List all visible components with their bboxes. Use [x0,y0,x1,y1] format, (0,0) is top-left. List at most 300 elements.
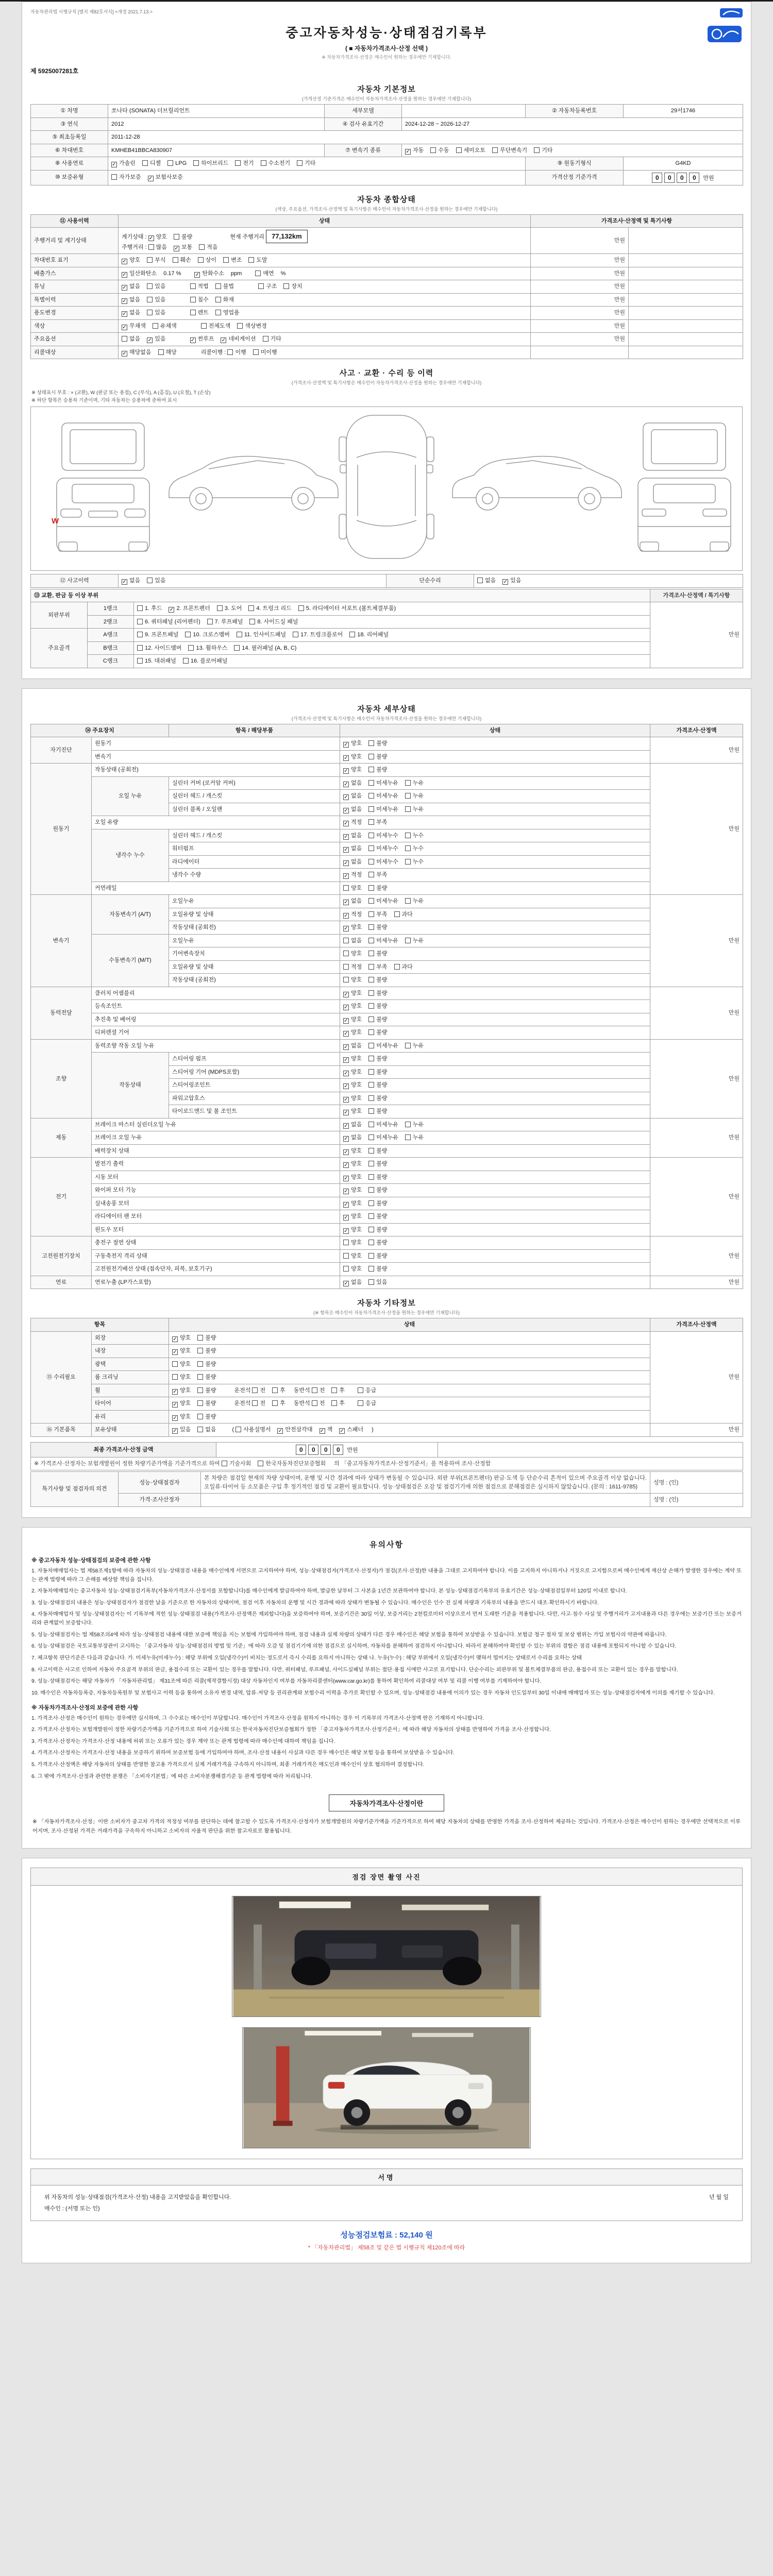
checkbox-box-icon [235,160,241,166]
table-cell: 항목 / 해당부품 [169,724,340,737]
table-cell: 실린더 커버 (로커암 커버) [169,776,340,790]
checkbox-checked: ✓ 없음 [344,793,362,801]
checkbox-unchecked: 18. 리어패널 [349,631,389,639]
checkbox-unchecked: 미세누유 [368,805,398,814]
checkbox-box-icon [261,160,266,166]
checkbox-box-icon [197,1400,203,1406]
table-cell: 가격조사·산정액 및 특기사항 [531,214,743,228]
table-row [31,105,743,118]
checkbox-box-icon [405,898,411,904]
checkbox-unchecked: 불량 [368,1055,387,1063]
checkbox-box-icon [368,1134,374,1140]
checkbox-unchecked: 양호 [343,950,362,958]
checkbox-unchecked: 3. 도어 [217,604,242,613]
checkbox-unchecked: 누수 [405,858,424,867]
table-row [31,267,743,280]
sheet-basic [22,2,751,679]
table-row [31,602,743,616]
checkbox-box-icon [263,336,268,342]
section-basic-title: 자동차 기본정보 [357,85,416,94]
checkbox-unchecked: 과다 [394,910,413,919]
checkbox-box-icon [253,349,259,355]
table-row [31,228,743,254]
checkbox-box-icon: ✓ [148,176,153,182]
table-cell [340,1092,650,1105]
checkbox-box-icon [197,1335,203,1341]
diagram-top-view [339,415,434,558]
checkbox-unchecked: 구조 [258,282,277,291]
table-cell: 냉각수 누수 [92,829,169,882]
table-row [31,214,743,228]
table-row [31,157,743,171]
checkbox-unchecked: 기타 [263,335,281,344]
checkbox-checked: ✓ 없음 [344,1121,362,1129]
checkbox-box-icon [153,323,158,329]
document-subtitle-note: ※ 자동차가격조사·산정은 매수인이 원하는 경우에만 기재합니다. [322,55,451,60]
table-cell [438,1442,743,1457]
checkbox-unchecked: 양호 [343,976,362,985]
checkbox-box-icon: ✓ [503,579,508,585]
text: 운전석 [234,1400,253,1407]
signature-confirm-text: 위 자동차의 성능·상태점검(가격조사·산정) 내용을 고지받았음을 확인합니다. [44,2194,231,2200]
table-cell: 연료 [31,1276,92,1289]
sheet-detail [22,688,751,1518]
checkbox-unchecked: 불량 [368,1173,387,1182]
checkbox-box-icon: ✓ [344,794,348,801]
checkbox-checked: ✓ 없음 [344,1042,362,1050]
table-cell [531,346,629,359]
table-cell [169,1358,650,1371]
checkbox-box-icon [236,1427,241,1432]
checkbox-unchecked: 누유 [405,1133,424,1142]
checkbox-unchecked: 적음 [199,243,217,252]
checkbox-box-icon [368,1266,374,1272]
checkbox-checked: ✓ 있음 [173,1427,191,1434]
price-definition-block [30,1794,743,1835]
section-accident-head [30,367,743,386]
checkbox-checked: ✓ 양호 [344,740,362,748]
table-cell: 오일유량 및 상태 [169,908,340,921]
table-cell: 상태 [340,724,650,737]
checkbox-box-icon: ✓ [344,1005,348,1011]
table-row [31,1053,743,1066]
checkbox-unchecked: 화재 [215,296,234,304]
table-row [31,1210,743,1224]
inspection-photos-section [30,1868,743,2159]
checkbox-box-icon [137,605,143,611]
checkbox-box-icon [227,349,233,355]
checkbox-unchecked: 전 [252,1399,265,1408]
form-reference: 자동차관리법 시행규칙 [별지 제82호서식] <개정 2021.7.13.> [30,9,153,14]
table-cell [629,346,743,359]
checkbox-checked: ✓ 양호 [344,1226,362,1234]
table-cell [119,307,531,320]
checkbox-unchecked: 양호 [343,1239,362,1247]
checkbox-box-icon [368,951,374,956]
checkbox-checked: ✓ 양호 [344,1003,362,1011]
table-cell: ④ 검사 유효기간 [325,117,402,131]
table-cell: 라디에이터 [169,855,340,869]
table-cell: 작동상태 (공회전) [169,974,340,987]
table-cell: 실린더 헤드 / 개스킷 [169,829,340,842]
checkbox-checked: ✓ 적정 [344,819,362,827]
table-cell: 주요옵션 [31,333,119,346]
checkbox-box-icon: ✓ [344,873,348,879]
checkbox-box-icon: ✓ [344,1175,348,1181]
checkbox-box-icon [477,578,483,583]
table-cell: 1랭크 [88,602,134,616]
checkbox-box-icon [368,1187,374,1193]
checkbox-unchecked: LPG [167,159,187,168]
checkbox-box-icon [343,977,349,982]
checkbox-box-icon [215,310,221,315]
checkbox-checked: ✓ 있음 [503,578,522,585]
digit-box: 0 [296,1445,306,1455]
table-cell [340,1210,650,1224]
checkbox-checked: ✓ 양호 [344,1029,362,1037]
table-cell [629,293,743,307]
table-cell [169,1384,650,1397]
checkbox-unchecked: 적정 [343,963,362,972]
table-cell: 클러치 어셈블리 [92,987,340,1000]
table-cell: ⑭ 주요장치 [31,724,169,737]
checkbox-unchecked: 양호 [172,1360,191,1369]
checkbox-box-icon [190,297,196,302]
table-cell [629,333,743,346]
checkbox-unchecked: 14. 필러패널 (A, B, C) [234,644,296,653]
table-cell: 본 차량은 점검일 현재의 차량 상태이며, 운행 및 시간 경과에 따라 상태가 변동될 수 있습니다. 외판 부위(프론트펜더) 판금·도색 등 단순수리 흔적이 있으며 주요골격 이상 없습니다. 오일류·타이어 등 소모품은 구입 후 정기적인 점검 및 교환이 필요합니다. 성능·상태점검은 오감 및 점검기기에 의한 점검으로 분해점검은 실시하지 않았습니다. (문의 : 1611-9785) [201,1472,650,1494]
checkbox-unchecked: 불량 [368,753,387,761]
checkbox-checked: ✓ 없음 [122,283,141,291]
text: 만원 [345,1447,358,1453]
checkbox-unchecked: 불법 [215,282,234,291]
checkbox-unchecked: 후 [331,1386,345,1395]
table-row [31,737,743,751]
checkbox-box-icon [405,1134,411,1140]
checkbox-box-icon: ✓ [344,742,348,748]
checkbox-box-icon [343,1240,349,1245]
checkbox-unchecked: 전체도색 [201,322,231,331]
table-cell [119,228,531,254]
table-cell: 와이퍼 모터 기능 [92,1184,340,1197]
checkbox-box-icon: ✓ [344,1136,348,1142]
table-cell: 실내송풍 모터 [92,1197,340,1210]
checkbox-unchecked: 무단변속기 [492,146,527,155]
table-cell [340,1079,650,1092]
checkbox-checked: ✓ 양호 [344,1213,362,1221]
table-cell: 만원 [650,602,743,668]
inspection-photo-rear-view [242,2027,531,2148]
checkbox-unchecked: 양호 [343,1265,362,1274]
checkbox-checked: ✓ 양호 [344,1161,362,1168]
table-cell: A랭크 [88,629,134,642]
checkbox-unchecked: 누유 [405,1042,424,1050]
notice-item: 6. 성능·상태점검은 국토교통부장관이 고시하는 「중고자동차 성능·상태점검의 방법 및 기준」에 따라 오감 및 점검기기에 의한 점검으로 실시하며, 자동차를 분해하여 점검하지 아니합니다. 따라서 분해하여야 확인할 수 있는 부위의 결함은 점검 내용에 포함되지 아니할 수 있습니다. [31,1643,677,1650]
table-cell: 자동변속기 (A/T) [92,895,169,935]
checkbox-box-icon [298,605,304,611]
brand-logo-small-icon [720,8,743,18]
checkbox-unchecked: 후 [272,1386,285,1395]
table-cell [340,908,650,921]
damage-code-legend-line1: ※ 상태표시 부호 : × (교환), W (판금 또는 용접), C (부식), A (흠집), U (요철), T (손상) [31,390,211,396]
checkbox-checked: ✓ 2. 프론트펜더 [169,605,210,613]
checkbox-checked: ✓ 양호 [344,767,362,774]
notices-list-1 [30,1567,743,1698]
checkbox-unchecked: 7. 루프패널 [207,618,243,626]
table-cell [169,1345,650,1358]
checkbox-box-icon [201,323,207,329]
checkbox-unchecked: 색상변경 [237,322,267,331]
checkbox-checked: ✓ 양호 [344,1174,362,1181]
text: ) [370,1427,374,1433]
checkbox-unchecked: 응급 [358,1399,376,1408]
table-cell [201,1494,650,1507]
table-cell: 보유상태 [92,1423,169,1437]
table-cell [169,1410,650,1423]
price-definition-body: ※ 「자동차가격조사·산정」이란 소비자가 중고차 가격의 적정성 여부를 판단하는 데에 참고할 수 있도록 가격조사·산정자가 보험개발원의 차량기준가액을 기준가격으로 하여 해당 자동차의 상태를 반영한 가격을 조사·산정하여 제공하는 것입니다. 가격조사·산정은 매수인이 원하는 경우에만 선택적으로 이루어지며, 조사·산정된 가격은 거래가격을 구속하지 아니하고 소비자의 자율적 판단을 위한 참고자료로 활용됩니다. [32,1819,741,1834]
checkbox-unchecked: 11. 인사이드패널 [237,631,286,639]
notice-item: 7. 체크항목 판단기준은 다음과 같습니다. 가. 미세누유(미세누수) : 해당 부위에 오일(냉각수)이 비치는 정도로서 즉시 수리를 요하지 아니하는 상태 나. 누유(누수) : 해당 부위에서 오일(냉각수)이 맺혀서 떨어지는 상태로서 수리를 요하는 상태 [31,1655,582,1661]
table-cell [119,293,531,307]
checkbox-unchecked: 없음 [197,1426,216,1434]
table-row [31,1223,743,1236]
basic-info-table [30,104,743,185]
table-cell: 제동 [31,1118,92,1158]
checkbox-unchecked: 누유 [405,792,424,801]
table-cell [169,1331,650,1345]
table-row [31,574,743,588]
checkbox-box-icon [258,1461,263,1466]
checkbox-checked: ✓ 네비게이션 [221,336,256,343]
notice-item: 3. 성능·상태점검의 내용은 성능·상태점검자가 점검한 날을 기준으로 한 자동차의 상태이며, 점검 이후 자동차의 운행 및 시간 경과에 따라 상태가 변동될 수 있습니다. 매수인은 인수 전 실제 차량과 기록부의 내용을 반드시 대조·확인하시기 바랍니다. [31,1600,599,1606]
table-cell: 외판부위 [31,602,88,629]
checkbox-box-icon [492,147,498,153]
section-accident-note: (가격조사·산정액 및 특기사항은 매수인이 자동차가격조사·산정을 원하는 경우에만 기재합니다) [291,380,482,385]
table-cell: B랭크 [88,641,134,655]
table-cell: 작동상태 (공회전) [92,764,340,777]
table-cell: 가격산정 기준가격 [526,170,624,185]
table-cell [340,737,650,751]
table-cell: G4KD [624,157,743,171]
brand-logo-icon [708,26,742,42]
checkbox-checked: ✓ 잭 [320,1427,333,1434]
checkbox-unchecked: 불량 [197,1386,216,1395]
checkbox-unchecked: 변조 [223,256,242,265]
checkbox-box-icon: ✓ [344,912,348,919]
page-gap [0,679,773,688]
checkbox-box-icon [368,1279,374,1285]
table-cell [629,254,743,267]
table-cell: 성명 : (인) [650,1472,743,1494]
checkbox-unchecked: 매연 [255,269,274,278]
table-cell: 가격조사·산정액 [650,1318,743,1332]
checkbox-unchecked: 훼손 [173,256,191,265]
checkbox-box-icon: ✓ [344,755,348,761]
section-etc-title: 자동차 기타정보 [357,1299,416,1308]
table-cell: 오일누유 [169,895,340,908]
checkbox-box-icon [405,859,411,865]
page-gap [0,1849,773,1858]
diagram-front-view [52,423,149,551]
table-cell: 등속조인트 [92,1000,340,1013]
checkbox-unchecked: 있음 [147,282,165,291]
checkbox-box-icon [258,283,264,289]
checkbox-box-icon: ✓ [344,834,348,840]
checkbox-checked: ✓ 자동 [406,147,424,155]
checkbox-box-icon: ✓ [344,900,348,906]
checkbox-box-icon: ✓ [173,1388,177,1395]
table-cell [340,934,650,947]
overall-condition-table [30,214,743,360]
table-cell: 만원 [650,1423,743,1437]
table [30,214,743,360]
table-cell [629,267,743,280]
checkbox-unchecked: 사용설명서 [236,1426,271,1434]
checkbox-checked: ✓ 없음 [344,898,362,906]
checkbox-box-icon: ✓ [169,607,174,613]
table-cell: 추진축 및 베어링 [92,1013,340,1026]
table-row [31,1158,743,1171]
table-cell [340,764,650,777]
checkbox-box-icon [343,938,349,943]
checkbox-box-icon [198,257,204,263]
table-cell: ⑤ 최초등록일 [31,131,108,144]
checkbox-box-icon [197,1427,203,1432]
table-cell: 29서1746 [624,105,743,118]
notice-item: 5. 가격조사·산정액은 해당 자동차의 상태를 반영한 참고용 가격으로서 실제 거래가격을 구속하지 아니하며, 최종 거래가격은 매도인과 매수인이 상호 협의하여 결정합니다. [31,1762,425,1768]
checkbox-box-icon [368,898,374,904]
table-cell [169,1423,650,1437]
checkbox-box-icon [252,1400,258,1406]
checkbox-unchecked: 불량 [368,1107,387,1116]
table-cell: 변속기 [92,750,340,764]
table-cell: 만원 [531,267,629,280]
checkbox-unchecked: 양호 [343,884,362,893]
checkbox-unchecked: 전 [312,1399,325,1408]
checkbox-unchecked: 미세누유 [368,1121,398,1129]
checkbox-unchecked: 불량 [368,1081,387,1090]
table-cell: KMHEB41BBCA830907 [108,144,325,157]
checkbox-unchecked: 누유 [405,805,424,814]
digit-box: 0 [333,1445,343,1455]
table-cell: 만원 [531,293,629,307]
table-cell: 외장 [92,1331,169,1345]
table-cell: 브레이크 마스터 실린더오일 누유 [92,1118,340,1131]
checkbox-box-icon [368,845,374,851]
table-cell: ③ 연식 [31,117,108,131]
checkbox-box-icon: ✓ [122,350,127,357]
table-cell [340,960,650,974]
table-cell: ⑬ 교환, 판금 등 이상 부위 [31,589,650,602]
checkbox-unchecked: 5. 라디에이터 서포트 (볼트체결부품) [298,604,396,613]
checkbox-unchecked: 누수 [405,832,424,840]
checkbox-unchecked: 미세누수 [368,832,398,840]
checkbox-box-icon [368,1240,374,1245]
checkbox-box-icon [368,872,374,877]
checkbox-unchecked: 불량 [368,1094,387,1103]
table-cell: 만원 [650,1039,743,1118]
table-cell [340,776,650,790]
checkbox-checked: ✓ 양호 [344,1147,362,1155]
checkbox-unchecked: 10. 크로스멤버 [185,631,229,639]
checkbox-box-icon [293,632,298,637]
section-overall-note: (색상, 주요옵션, 가격조사·산정액 및 특기사항은 매수인이 자동차가격조사·산정을 원하는 경우에만 기재합니다) [275,206,498,212]
notice-item: 9. 성능·상태점검자는 해당 자동차가 「자동차관리법」 제31조에 따른 리콜(제작결함시정) 대상 자동차인지 여부를 자동차리콜센터(www.car.go.kr)를 통하여 확인하여 리콜대상 여부 및 리콜 이행 여부를 기재하여야 합니다. [31,1679,542,1685]
checkbox-box-icon [174,234,179,240]
text: ppm [230,270,242,277]
checkbox-unchecked: 미이행 [253,348,277,357]
checkbox-box-icon [358,1387,363,1393]
table-row [31,333,743,346]
text: 동반석 [292,1400,312,1407]
checkbox-unchecked: 불량 [197,1413,216,1421]
checkbox-unchecked: 전 [312,1386,325,1395]
damage-mark-w: W [52,517,59,526]
checkbox-box-icon [237,323,243,329]
table-row [31,629,743,642]
table-cell: 특별이력 [31,293,119,307]
text: 리콜이행 : [200,349,228,355]
checkbox-unchecked: 불량 [368,1186,387,1195]
table-row [31,1384,743,1397]
checkbox-unchecked: 미세누수 [368,858,398,867]
checkbox-box-icon [252,1387,258,1393]
table-row [31,641,743,655]
checkbox-unchecked: 불량 [174,233,192,242]
checkbox-box-icon: ✓ [122,272,127,278]
document-subtitle: ( ■ 자동차가격조사·산정 선택 ) [345,45,428,52]
checkbox-box-icon: ✓ [344,1280,348,1286]
checkbox-unchecked: 있음 [147,296,165,304]
table-row [31,1026,743,1040]
checkbox-unchecked: 13. 휠하우스 [188,644,227,653]
checkbox-unchecked: 양호 [343,1252,362,1261]
table-cell: 상태 [119,214,531,228]
table-cell [340,1197,650,1210]
table-cell [629,280,743,294]
table-cell: 만원 [531,228,629,254]
checkbox-unchecked: 불량 [368,739,387,748]
checkbox-box-icon [137,658,143,664]
table [30,1318,743,1437]
table [30,724,743,1290]
checkbox-unchecked: 있음 [147,309,165,317]
checkbox-box-icon: ✓ [344,1189,348,1195]
notice-item: 1. 자동차매매업자는 법 제58조제1항에 따라 자동차의 성능·상태점검 내용을 매수인에게 서면으로 고지하여야 하며, 성능·상태점검자(가격조사·산정자)가 점검(조사·산정)한 내용을 그대로 고지하여야 합니다. 이를 고지하지 아니하거나 거짓으로 고지함으로써 매수인에게 재산상 손해가 발생한 경우에는 계약 또는 관계 법령에 따라 그 손해를 배상할 책임을 집니다. [31,1568,742,1583]
checkbox-unchecked: 기술사회 [222,1460,251,1468]
checkbox-box-icon [368,1148,374,1154]
table-row [31,764,743,777]
checkbox-box-icon [456,147,462,153]
checkbox-unchecked: 불량 [197,1399,216,1408]
inspection-photos-body [31,1886,742,2159]
table-cell: 2랭크 [88,615,134,629]
checkbox-unchecked: 누유 [405,779,424,788]
notices-subheading-1: ※ 중고자동차 성능·상태점검의 보증에 관한 사항 [31,1557,151,1564]
vehicle-diagram-svg [31,410,742,565]
legal-footnote: * 「자동차관리법」 제58조 및 같은 법 시행규칙 제120조에 따라 [308,2244,465,2251]
table-cell [119,574,386,588]
digit-box: 0 [677,173,687,183]
checkbox-box-icon [368,767,374,772]
checkbox-unchecked: 있음 [368,1278,387,1287]
checkbox-unchecked: 미세누유 [368,897,398,906]
diagram-rear-view [638,423,731,551]
table-cell [402,105,526,118]
document-title: 중고자동차성능·상태점검기록부 [285,26,488,40]
table [30,574,743,588]
table [30,104,743,185]
